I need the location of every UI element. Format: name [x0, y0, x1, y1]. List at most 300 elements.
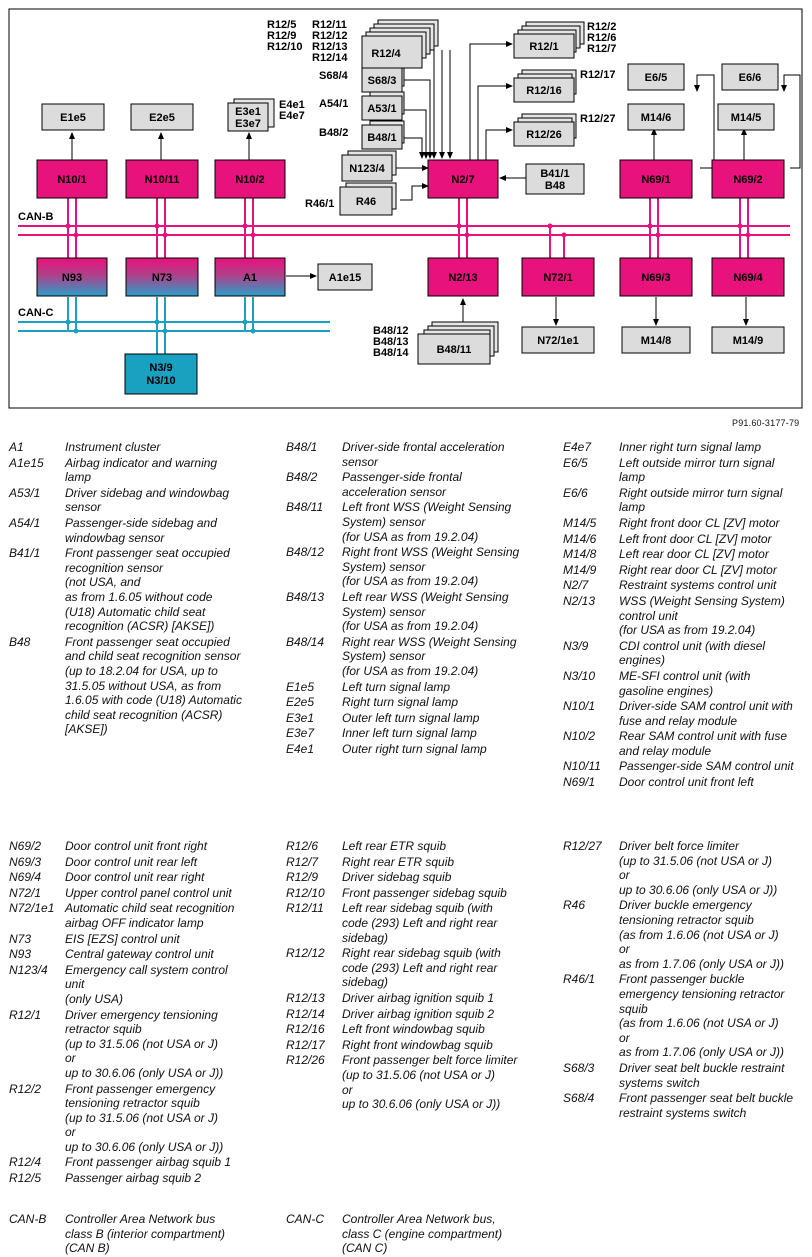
legend-description-line: child seat recognition (ACSR)	[65, 707, 223, 722]
legend-code: E3e1	[286, 710, 315, 725]
legend-entry	[9, 1008, 277, 1081]
legend-description-line: (up to 31.5.06 (not USA or J)	[65, 1110, 218, 1125]
label-r12-27: R12/27	[580, 113, 616, 125]
legend-description-line: and child seat recognition sensor	[65, 649, 241, 664]
legend-entry	[9, 635, 277, 737]
legend-description-line: Door control unit rear right	[65, 870, 205, 885]
box-n2-13: N2/13	[448, 272, 478, 284]
legend-description-line: Driver-side frontal acceleration	[342, 440, 505, 454]
legend-description	[65, 947, 277, 962]
legend-entry	[286, 1007, 554, 1022]
legend-description	[342, 742, 554, 757]
legend-description-line: recognition sensor	[65, 560, 164, 575]
box-e6-6: E6/6	[738, 72, 762, 84]
box-n69-3: N69/3	[641, 272, 671, 284]
legend-entry	[286, 1022, 554, 1037]
legend-description-line: class C (engine compartment)	[342, 1226, 503, 1241]
legend-description-line: sensor	[65, 500, 102, 515]
box-r12-26: R12/26	[526, 129, 562, 141]
legend-description-line: Left rear sidebag squib (with	[342, 901, 493, 916]
legend-description-line: recognition (ACSR) [AKSE])	[65, 619, 215, 634]
legend-description	[619, 486, 809, 515]
legend-code: M14/9	[563, 562, 597, 577]
legend-description-line: Right rear ETR squib	[342, 854, 455, 869]
legend-description-line: Controller Area Network bus,	[342, 1212, 496, 1226]
box-n93: N93	[61, 272, 83, 284]
box-m14-8: M14/8	[640, 335, 672, 347]
label-r12-10: R12/10	[267, 41, 303, 53]
legend-description-line: class B (interior compartment)	[65, 1226, 226, 1241]
label-r12-6: R12/6	[587, 32, 617, 44]
legend-entry	[286, 870, 554, 885]
legend-entry	[286, 726, 554, 741]
legend-entry	[563, 516, 809, 531]
legend-description	[342, 500, 554, 544]
legend-description-line: Passenger-side SAM control unit	[619, 759, 794, 774]
legend-description-line: Passenger-side frontal	[342, 470, 462, 485]
legend-description	[65, 516, 277, 545]
legend-description-line: Front passenger emergency	[65, 1081, 216, 1096]
legend-description	[65, 870, 277, 885]
box-n123-4: N123/4	[349, 163, 385, 175]
legend-description-line: up to 30.6.06 (only USA or J))	[342, 1097, 501, 1112]
legend-entry	[286, 545, 554, 589]
legend-description-line: restraint systems switch	[619, 1105, 747, 1120]
legend-code: B41/1	[9, 546, 41, 561]
legend-description-line: or	[619, 942, 630, 957]
box-s68-3: S68/3	[367, 75, 397, 87]
legend-code: N93	[9, 947, 32, 962]
legend-entry	[563, 729, 809, 758]
legend-description-line: Front passenger seat belt buckle	[619, 1091, 794, 1106]
legend-description-line: or	[65, 1051, 76, 1066]
legend-entry	[286, 742, 554, 757]
box-m14-9: M14/9	[732, 335, 764, 347]
legend-entry	[9, 1155, 277, 1170]
legend-description-line: fuse and relay module	[619, 713, 738, 728]
legend-entry	[563, 594, 809, 638]
legend-description	[342, 711, 554, 726]
legend-description	[619, 759, 809, 774]
legend-description-line: (CAN B)	[65, 1241, 110, 1256]
legend-description-line: Central gateway control unit	[65, 947, 214, 962]
legend-description	[342, 839, 554, 854]
legend-code: R12/16	[286, 1022, 325, 1037]
legend-description-line: Left front door CL [ZV] motor	[619, 531, 772, 546]
legend-description-line: systems switch	[619, 1075, 700, 1090]
legend-code: R12/13	[286, 990, 325, 1005]
legend-code: E6/5	[563, 455, 588, 470]
legend-description-line: Right rear door CL [ZV] motor	[619, 562, 777, 577]
legend-description-line: WSS (Weight Sensing System)	[619, 593, 785, 608]
legend-entry	[563, 839, 809, 897]
legend-code: B48/11	[286, 500, 324, 515]
legend-code: R12/12	[286, 946, 325, 961]
legend-description	[342, 695, 554, 710]
box-r12-1: R12/1	[529, 41, 559, 53]
box-e3e7: E3e7	[235, 118, 261, 130]
legend-description-line: System) sensor	[342, 559, 426, 574]
legend-description	[619, 578, 809, 593]
legend-description-line: (for USA as from 19.2.04)	[342, 663, 479, 678]
legend-description	[65, 839, 277, 854]
legend-description-line: Right rear sidebag squib (with	[342, 946, 501, 961]
legend-description-line: Driver sidebag and windowbag	[65, 485, 230, 500]
legend-description-line: [AKSE])	[65, 722, 108, 737]
legend-entry	[286, 1212, 554, 1256]
legend-description-line: or	[619, 1030, 630, 1045]
legend-description	[342, 545, 554, 589]
legend-description-line: EIS [EZS] control unit	[65, 931, 180, 946]
legend-description-line: Outer left turn signal lamp	[342, 710, 480, 725]
box-r12-4: R12/4	[371, 48, 401, 60]
legend-description-line: up to 30.6.06 (only USA or J))	[65, 1065, 224, 1080]
legend-description-line: up to 30.6.06 (only USA or J))	[65, 1139, 224, 1154]
legend-code: N3/9	[563, 638, 589, 653]
legend-description-line: (up to 18.2.04 for USA, up to	[65, 663, 218, 678]
legend-description	[65, 1082, 277, 1155]
legend-description-line: Left turn signal lamp	[342, 679, 451, 694]
legend-code: N73	[9, 931, 32, 946]
legend-description	[65, 1171, 277, 1186]
box-n69-1: N69/1	[641, 174, 671, 186]
figure-reference: P91.60-3177-79	[732, 418, 800, 428]
legend-entry	[9, 886, 277, 901]
legend-entry	[9, 855, 277, 870]
legend-code: E4e7	[563, 440, 592, 454]
legend-code: E1e5	[286, 679, 315, 694]
can-c-bus	[18, 322, 330, 331]
legend-description-line: System) sensor	[342, 514, 426, 529]
legend-description-line: sidebag)	[342, 975, 389, 990]
legend-col-5	[286, 839, 554, 1113]
legend-description-line: Door control unit front left	[619, 775, 754, 790]
legend-description	[65, 901, 277, 930]
legend-description-line: lamp	[619, 500, 646, 515]
legend-entry	[286, 901, 554, 945]
legend-description-line: System) sensor	[342, 649, 426, 664]
label-r12-13: R12/13	[312, 41, 348, 53]
legend-description-line: (for USA as from 19.2.04)	[342, 574, 479, 589]
legend-description-line: (for USA as from 19.2.04)	[342, 619, 479, 634]
legend-description-line: Left outside mirror turn signal	[619, 455, 775, 470]
legend-description	[619, 1091, 809, 1120]
legend-description-line: Controller Area Network bus	[65, 1212, 216, 1226]
legend-description	[342, 1053, 554, 1111]
legend-col-4	[9, 839, 277, 1187]
legend-code: M14/5	[563, 515, 597, 530]
legend-description-line: Passenger airbag squib 2	[65, 1171, 202, 1186]
legend-entry	[563, 699, 809, 728]
wiring-diagram	[0, 0, 812, 412]
legend-description-line: code (293) Left and right rear	[342, 960, 498, 975]
legend-code: R46	[563, 898, 586, 913]
legend-code: A1e15	[9, 455, 44, 470]
legend-description-line: (up to 31.5.06 (not USA or J)	[342, 1067, 495, 1082]
label-b48-2: B48/2	[319, 127, 349, 139]
legend-code: B48/14	[286, 634, 325, 649]
legend-description-line: Driver airbag ignition squib 1	[342, 990, 495, 1005]
legend-col-3	[563, 440, 809, 791]
legend-description	[65, 855, 277, 870]
legend-description-line: 1.6.05 with code (U18) Automatic	[65, 693, 242, 708]
legend-description-line: (U18) Automatic child seat	[65, 604, 206, 619]
legend-entry	[9, 839, 277, 854]
legend-entry	[286, 946, 554, 990]
legend-code: R12/7	[286, 854, 319, 869]
box-b48: B48	[544, 180, 566, 192]
legend-code: M14/6	[563, 531, 597, 546]
legend-entry	[286, 500, 554, 544]
label-b48-12: B48/12	[373, 325, 409, 337]
legend-description-line: Front passenger airbag squib 1	[65, 1155, 232, 1170]
legend-entry	[563, 440, 809, 455]
legend-code: N69/3	[9, 854, 42, 869]
legend-description	[342, 1007, 554, 1022]
legend-description-line: (as from 1.6.06 (not USA or J)	[619, 1016, 779, 1031]
legend-description	[619, 594, 809, 638]
legend-description-line: squib	[619, 1001, 648, 1016]
legend-description-line: Right front door CL [ZV] motor	[619, 515, 780, 530]
legend-entry	[286, 470, 554, 499]
legend-description	[619, 669, 809, 698]
legend-description-line: Door control unit rear left	[65, 854, 198, 869]
legend-description	[342, 1022, 554, 1037]
legend-description	[342, 1038, 554, 1053]
legend-description	[342, 991, 554, 1006]
legend-code: S68/4	[563, 1091, 595, 1106]
legend-description-line: Emergency call system control	[65, 962, 228, 977]
legend-description-line: Upper control panel control unit	[65, 885, 232, 900]
legend-description	[342, 855, 554, 870]
legend-code: E6/6	[563, 485, 588, 500]
legend-description-line: code (293) Left and right rear	[342, 915, 498, 930]
legend-description-line: Driver belt force limiter	[619, 839, 740, 853]
box-n72-1e1: N72/1e1	[537, 335, 579, 347]
box-n72-1: N72/1	[543, 272, 573, 284]
legend-description	[342, 680, 554, 695]
legend-description-line: Left front WSS (Weight Sensing	[342, 500, 512, 515]
legend-description-line: (for USA as from 19.2.04)	[619, 623, 756, 638]
legend-entry	[563, 898, 809, 971]
legend-description-line: and relay module	[619, 743, 712, 758]
legend-entry	[563, 669, 809, 698]
legend-description-line: Front passenger seat occupied	[65, 546, 230, 561]
legend-code: B48/1	[286, 440, 318, 454]
box-a1e15: A1e15	[328, 272, 362, 284]
legend-code: B48/13	[286, 589, 325, 604]
legend-code: R12/14	[286, 1006, 325, 1021]
legend-code: N69/2	[9, 839, 42, 853]
legend-description-line: Airbag indicator and warning	[65, 455, 218, 470]
engine-control-unit	[125, 354, 197, 394]
legend-description	[342, 470, 554, 499]
legend-entry	[286, 680, 554, 695]
legend-entry	[9, 1082, 277, 1155]
legend-description	[619, 639, 809, 668]
legend-description	[65, 932, 277, 947]
can-c-drops	[68, 297, 253, 354]
legend-col-7	[9, 1212, 277, 1257]
legend-description-line: Rear SAM control unit with fuse	[619, 729, 788, 744]
legend-description-line: Right turn signal lamp	[342, 695, 459, 710]
legend-description	[342, 946, 554, 990]
legend-code: E3e7	[286, 726, 315, 741]
legend-entry	[563, 563, 809, 578]
legend-description-line: or	[619, 868, 630, 883]
legend-code: R12/6	[286, 839, 319, 853]
legend-code: N69/1	[563, 775, 596, 790]
legend-description-line: (not USA, and	[65, 575, 141, 590]
box-n10-2: N10/2	[235, 174, 265, 186]
legend-description-line: Driver airbag ignition squib 2	[342, 1006, 495, 1021]
legend-description	[619, 456, 809, 485]
legend-description-line: Restraint systems control unit	[619, 578, 777, 593]
legend-description-line: System) sensor	[342, 604, 426, 619]
can-b-label: CAN-B	[18, 211, 54, 223]
legend-description-line: gasoline engines)	[619, 683, 714, 698]
legend-description	[342, 870, 554, 885]
gray-components	[42, 34, 784, 364]
legend-code: R12/26	[286, 1053, 325, 1068]
legend-entry	[9, 947, 277, 962]
box-a1: A1	[242, 272, 258, 284]
legend-code: R12/2	[9, 1081, 42, 1096]
legend-description	[619, 516, 809, 531]
legend-description-line: as from 1.7.06 (only USA or J))	[619, 956, 784, 971]
legend-entry	[9, 486, 277, 515]
label-a54-1: A54/1	[319, 98, 349, 110]
legend-entry	[563, 578, 809, 593]
legend-entry	[286, 695, 554, 710]
legend-code: N10/11	[563, 759, 601, 774]
legend-code: A53/1	[9, 485, 41, 500]
legend-col-2	[286, 440, 554, 757]
legend-entry	[563, 759, 809, 774]
legend-code: CAN-C	[286, 1212, 324, 1226]
box-n3-10: N3/10	[146, 375, 176, 387]
label-r12-14: R12/14	[312, 52, 348, 64]
legend-code: R12/17	[286, 1037, 325, 1052]
legend-description-line: (as from 1.6.06 (not USA or J)	[619, 927, 779, 942]
legend-description	[619, 1061, 809, 1090]
box-b48-1: B48/1	[367, 132, 397, 144]
legend-description-line: sensor	[342, 454, 379, 469]
label-b48-14: B48/14	[373, 347, 409, 359]
legend-code: A1	[9, 440, 24, 454]
legend-description-line: Inner left turn signal lamp	[342, 726, 477, 741]
legend-description-line: Driver emergency tensioning	[65, 1007, 218, 1022]
legend-description-line: Driver-side SAM control unit with	[619, 699, 793, 714]
can-c-label: CAN-C	[18, 307, 54, 319]
label-e4e1: E4e1	[279, 99, 305, 111]
legend-description	[65, 635, 277, 737]
legend-entry	[9, 932, 277, 947]
legend-description-line: Left rear ETR squib	[342, 839, 447, 853]
legend-description-line: unit	[65, 977, 85, 992]
legend-col-8	[286, 1212, 554, 1257]
legend-entry	[286, 886, 554, 901]
box-n10-11: N10/11	[144, 174, 180, 186]
label-r12-17: R12/17	[580, 69, 616, 81]
legend-description-line: retractor squib	[65, 1022, 142, 1037]
legend-entry	[9, 1212, 277, 1256]
legend-description-line: Inner right turn signal lamp	[619, 440, 762, 454]
legend-description-line: ME-SFI control unit (with	[619, 668, 751, 683]
legend-code: R12/4	[9, 1155, 42, 1170]
legend-description	[619, 440, 809, 455]
legend-description-line: Driver sidebag squib	[342, 870, 452, 885]
box-r46: R46	[355, 196, 377, 208]
box-n3-9: N3/9	[149, 362, 173, 374]
box-e1e5: E1e5	[60, 112, 86, 124]
legend-description-line: or	[342, 1082, 353, 1097]
legend-description	[619, 898, 809, 971]
legend-code: N2/13	[563, 593, 596, 608]
legend-description-line: Left rear WSS (Weight Sensing	[342, 589, 509, 604]
legend-code: R12/9	[286, 870, 319, 885]
legend-entry	[9, 456, 277, 485]
legend-entry	[286, 635, 554, 679]
legend-description	[65, 546, 277, 634]
legend-description	[342, 886, 554, 901]
legend-description-line: Automatic child seat recognition	[65, 901, 235, 916]
legend-description-line: airbag OFF indicator lamp	[65, 915, 204, 930]
legend-entry	[286, 711, 554, 726]
legend-description	[619, 532, 809, 547]
legend-entry	[286, 991, 554, 1006]
legend-description-line: Right front windowbag squib	[342, 1037, 493, 1052]
box-b48-11: B48/11	[436, 344, 472, 356]
legend-entry	[563, 486, 809, 515]
legend-entry	[286, 839, 554, 854]
label-r12-9: R12/9	[267, 30, 297, 42]
legend-description-line: Left rear door CL [ZV] motor	[619, 547, 769, 562]
box-e2e5: E2e5	[149, 112, 175, 124]
legend-entry	[9, 963, 277, 1007]
legend-code: M14/8	[563, 547, 597, 562]
legend-description-line: tensioning retractor squib	[619, 912, 754, 927]
legend-description-line: Outer right turn signal lamp	[342, 741, 487, 756]
legend-description-line: windowbag sensor	[65, 530, 165, 545]
legend-entry	[9, 1171, 277, 1186]
legend-entry	[9, 870, 277, 885]
legend-description-line: Driver buckle emergency	[619, 898, 752, 913]
legend-code: N72/1e1	[9, 901, 55, 916]
legend-description	[65, 1008, 277, 1081]
legend-entry	[563, 1091, 809, 1120]
box-n10-1: N10/1	[57, 174, 87, 186]
legend-description	[342, 901, 554, 945]
legend-entry	[563, 775, 809, 790]
label-r12-2: R12/2	[587, 21, 617, 33]
legend-description-line: Right rear WSS (Weight Sensing	[342, 634, 517, 649]
legend-col-6	[563, 839, 809, 1121]
box-n69-2: N69/2	[733, 174, 763, 186]
box-e6-5: E6/5	[644, 72, 668, 84]
legend-entry	[286, 440, 554, 469]
legend-description-line: or	[65, 1125, 76, 1140]
legend-description-line: Passenger-side sidebag and	[65, 515, 217, 530]
legend-description	[619, 547, 809, 562]
box-a53-1: A53/1	[367, 103, 397, 115]
legend-description-line: engines)	[619, 653, 666, 668]
label-s68-4: S68/4	[319, 70, 348, 82]
legend-code: R12/27	[563, 839, 602, 853]
legend-description	[65, 886, 277, 901]
legend-description	[65, 440, 277, 455]
legend-description-line: lamp	[619, 470, 646, 485]
